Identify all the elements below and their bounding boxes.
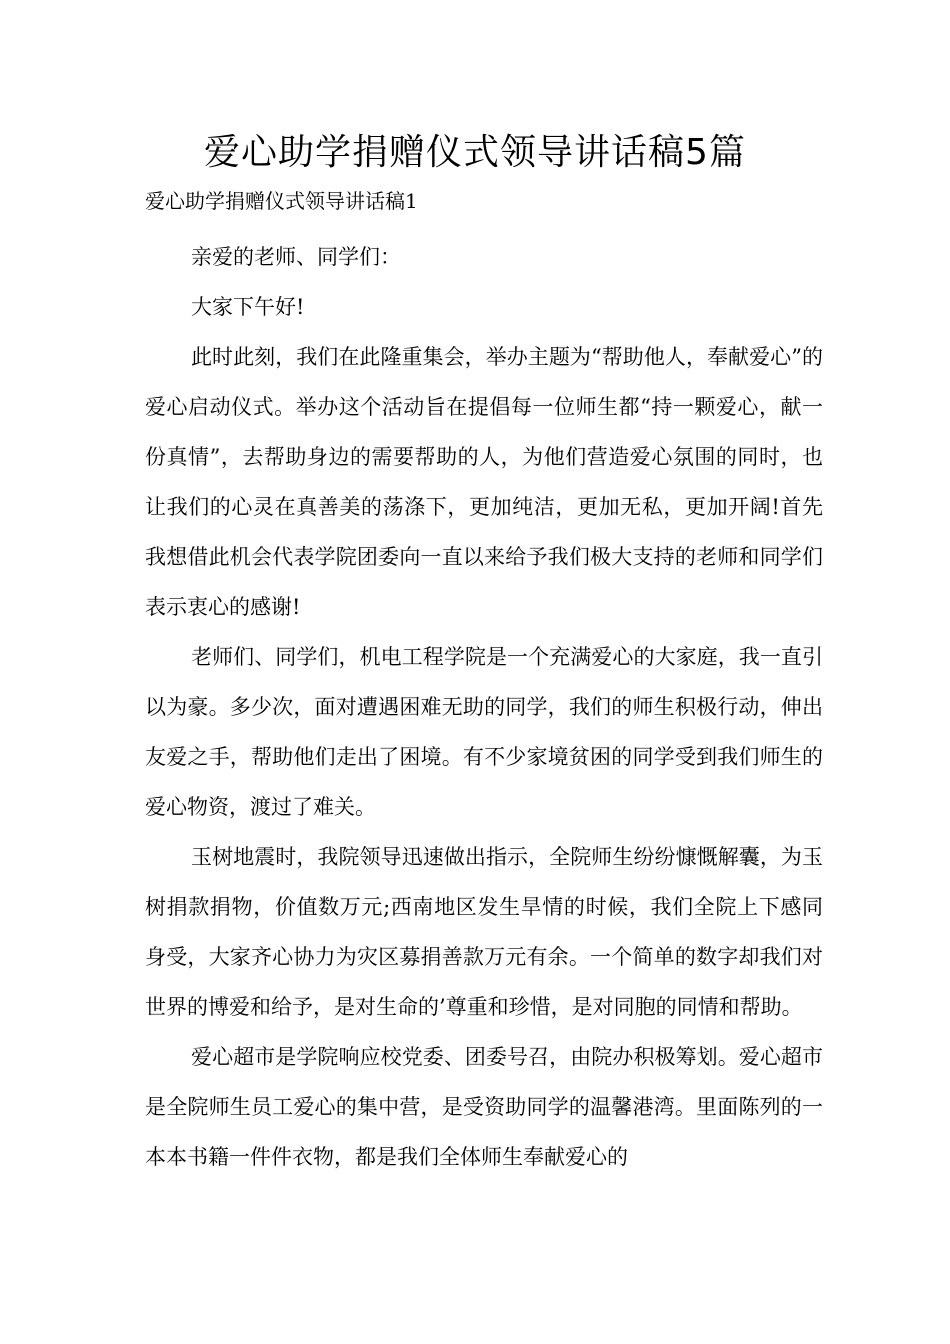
document-title: 爱心助学捐赠仪式领导讲话稿5篇 [204,132,746,173]
document-subtitle: 爱心助学捐赠仪式领导讲话稿1 [145,189,418,213]
paragraph-salutation: 大家下午好! [191,295,305,319]
paragraph-love-supermarket: 爱心超市是学院响应校党委、团委号召，由院办积极筹划。爱心超市是全院师生员工爱心的集中营，是受资助同学的温馨港湾。里面陈列的一本本书籍一件件衣物，都是我们全体师生奉献爱心的 [145,1045,823,1169]
paragraph-college-family: 老师们、同学们，机电工程学院是一个充满爱心的大家庭，我一直引以为豪。多少次，面对遭遇困难无助的同学，我们的师生积极行动，伸出友爱之手，帮助他们走出了困境。有不少家境贫困的同学受到我们师生的爱心物资，渡过了难关。 [145,645,823,819]
paragraph-donations: 玉树地震时，我院领导迅速做出指示，全院师生纷纷慷慨解囊，为玉树捐款捐物，价值数万元;西南地区发生旱情的时候，我们全院上下感同身受，大家齐心协力为灾区募捐善款万元有余。一个简单的数字却我们对世界的博爱和给予，是对生命的’尊重和珍惜，是对同胞的同情和帮助。 [145,845,823,1019]
paragraph-greeting: 亲爱的老师、同学们： [191,245,401,269]
paragraph-opening: 此时此刻，我们在此隆重集会，举办主题为“帮助他人，奉献爱心”的爱心启动仪式。举办这个活动旨在提倡每一位师生都“持一颗爱心，献一份真情”，去帮助身边的需要帮助的人，为他们营造爱心氛围的同时，也让我们的心灵在真善美的荡涤下，更加纯洁，更加无私，更加开阔!首先我想借此机会代表学院团委向一直以来给予我们极大支持的老师和同学们表示衷心的感谢! [145,345,823,619]
document-body [145,232,823,1182]
